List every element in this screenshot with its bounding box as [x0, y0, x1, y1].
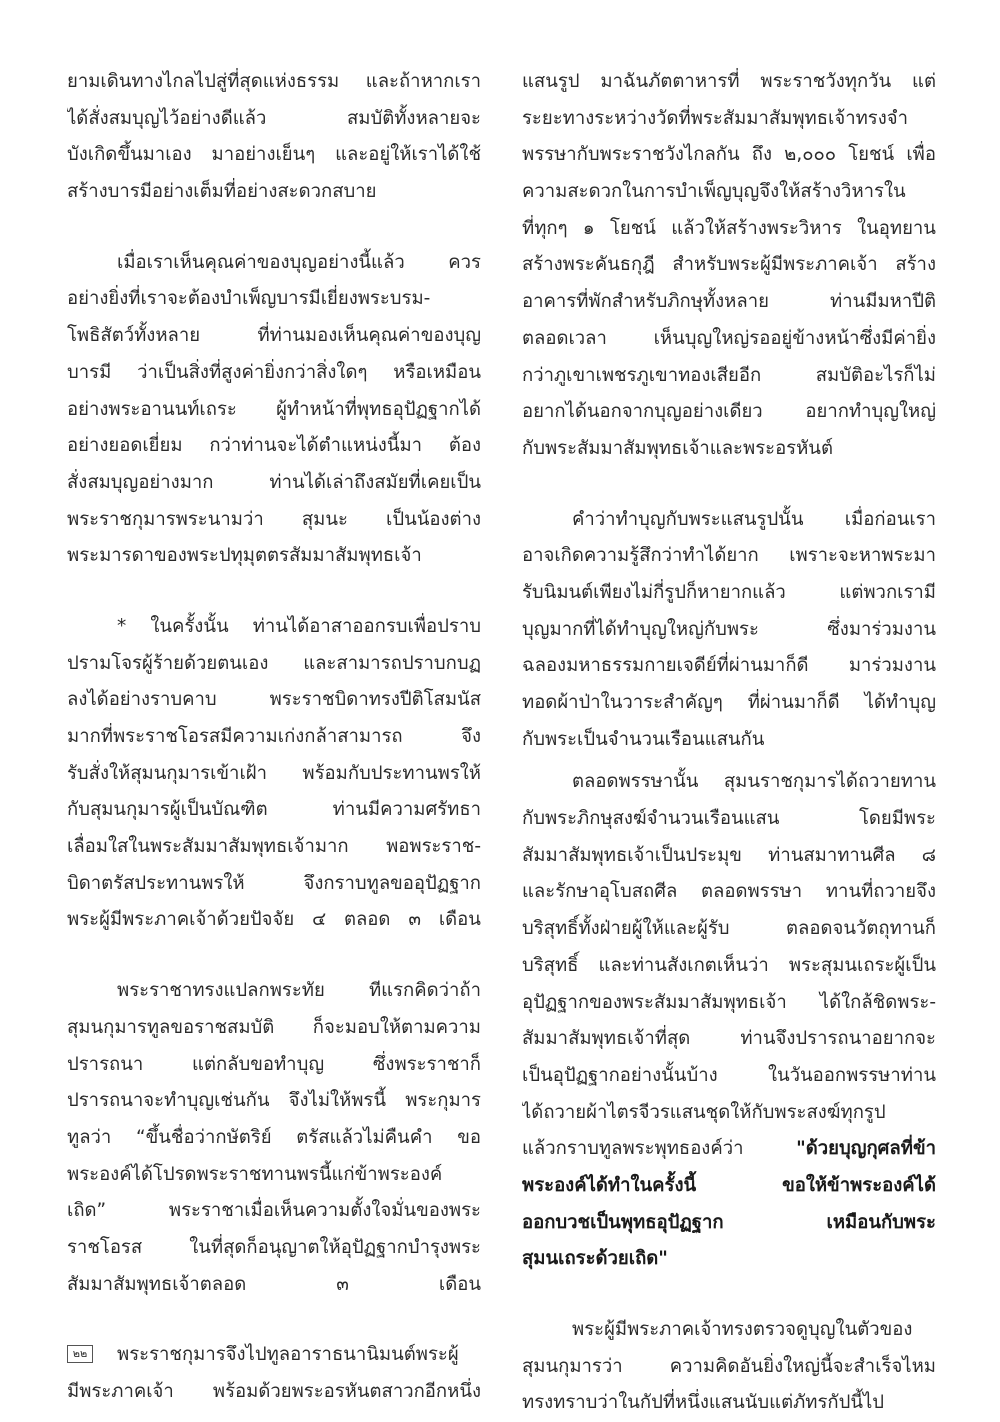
text-line — [67, 137, 481, 174]
text-segment: สมบัติทั้งหลายจะ — [346, 107, 481, 129]
text-segment: ได้ทำบุญ — [864, 692, 936, 713]
text-line — [522, 838, 936, 875]
text-line — [522, 64, 936, 101]
text-segment: เดือน — [438, 1273, 481, 1295]
text-segment: โดยมีพระ — [858, 808, 936, 830]
text-segment: ตลอดจนวัตถุทานก็ — [786, 918, 936, 940]
text-line — [67, 318, 481, 355]
text-segment: อย่างพระอานนท์เถระ — [67, 398, 237, 420]
text-segment: พรรษากับพระราชวังไกลกัน — [522, 144, 740, 166]
text-line — [522, 538, 936, 575]
text-segment: ออกบวชเป็นพุทธอุปัฏฐาก — [522, 1211, 724, 1233]
text-segment: ๓ — [408, 909, 421, 931]
text-segment: ได้สั่งสมบุญไว้อย่างดีแล้ว — [67, 107, 267, 129]
text-segment: ทีแรกคิดว่าถ้า — [368, 980, 481, 1002]
text-segment: แล้วให้สร้างพระวิหาร — [671, 217, 842, 239]
text-segment: ผู้ทำหน้าที่พุทธอุปัฏฐากได้ — [276, 398, 481, 420]
text-line — [67, 973, 481, 1010]
left-paragraph-1 — [67, 64, 481, 211]
text-segment: พระราชบิดาทรงปีติโสมนัส — [269, 689, 481, 711]
text-segment: ปรามโจรผู้ร้ายด้วยตนเอง — [67, 652, 269, 674]
text-segment: ท่านมีความศรัทธา — [332, 799, 481, 821]
text-line — [522, 321, 936, 358]
text-segment: บุญมากที่ได้ทำบุญใหญ่กับพระ — [522, 618, 759, 640]
text-segment: พระผู้มีพระภาคเจ้าด้วยปัจจัย — [67, 909, 295, 931]
text-segment: ควร — [448, 251, 481, 273]
text-segment: สร้างพระคันธกุฎี — [522, 254, 655, 276]
text-line — [522, 137, 936, 174]
page-number: ๒๒ — [67, 1345, 93, 1363]
text-segment: ท่านจึงปรารถนาอยากจะ — [740, 1028, 936, 1050]
text-line — [522, 911, 936, 948]
text-segment: ที่ทุกๆ — [522, 217, 568, 239]
text-line — [67, 1337, 481, 1374]
left-paragraph-2 — [67, 245, 481, 575]
text-segment: มาอย่างเย็นๆ — [211, 144, 316, 166]
right-text-column — [522, 64, 936, 1422]
text-segment: ๓ — [336, 1273, 349, 1295]
text-line — [522, 174, 936, 211]
right-paragraph-3 — [522, 764, 936, 1278]
text-segment: กว่าภูเขาเพชรภูเขาทองเสียอีก — [522, 364, 762, 386]
text-segment: ทูลว่า — [67, 1126, 112, 1148]
text-line — [522, 722, 936, 759]
text-line — [67, 174, 481, 211]
text-line — [522, 1241, 936, 1278]
text-segment: และอยู่ให้เราได้ใช้ — [335, 144, 481, 166]
text-line — [522, 101, 936, 138]
text-line — [67, 1010, 481, 1047]
text-segment: พระผู้มีพระภาคเจ้าทรงตรวจดูบุญในตัวของ — [572, 1319, 913, 1340]
text-segment: เพื่อ — [906, 144, 936, 166]
text-line — [522, 1021, 936, 1058]
text-line — [522, 985, 936, 1022]
text-line — [67, 756, 481, 793]
text-line — [522, 874, 936, 911]
text-segment: ถึง — [751, 144, 773, 166]
text-line — [522, 358, 936, 395]
text-segment: บริสุทธิ์ทั้งฝ่ายผู้ให้และผู้รับ — [522, 918, 730, 940]
text-segment: ขอให้ข้าพระองค์ได้ — [782, 1174, 936, 1196]
text-segment: เมื่อเราเห็นคุณค่าของบุญอย่างนี้แล้ว — [117, 251, 405, 273]
right-paragraph-1 — [522, 64, 936, 468]
text-segment: ๒,๐๐๐ — [784, 144, 837, 166]
text-segment: และท่านสังเกตเห็นว่า — [598, 954, 769, 976]
text-segment: บิดาตรัสประทานพรให้ — [67, 872, 245, 894]
text-segment: ในครั้งนั้น — [150, 615, 229, 637]
text-segment: อย่างยอดเยี่ยม — [67, 435, 183, 457]
text-segment: ว่าเป็นสิ่งที่สูงค่ายิ่งกว่าสิ่งใดๆ — [137, 361, 368, 383]
text-segment: มากที่พระราชโอรสมีความเก่งกล้าสามารถ — [67, 726, 403, 747]
text-segment: “ขึ้นชื่อว่ากษัตริย์ — [136, 1126, 272, 1148]
left-paragraph-5 — [67, 1337, 481, 1410]
text-segment: มีพระภาคเจ้า — [67, 1381, 174, 1402]
right-paragraph-4 — [522, 1312, 936, 1422]
text-line — [67, 1267, 481, 1304]
text-segment: ขอ — [457, 1126, 481, 1148]
text-line — [522, 1205, 936, 1242]
text-segment: เลื่อมใสในพระสัมมาสัมพุทธเจ้ามาก — [67, 836, 349, 858]
text-segment: ตลอดพรรษา — [701, 881, 803, 903]
text-line — [67, 1120, 481, 1157]
text-segment: พระมารดาของพระปทุมุตตรสัมมาสัมพุทธเจ้า — [67, 545, 422, 567]
text-segment: เป็นอุปัฏฐากอย่างนั้นบ้าง — [522, 1064, 718, 1086]
text-line — [67, 719, 481, 756]
left-paragraph-4 — [67, 973, 481, 1303]
text-segment: ตลอด — [343, 909, 391, 931]
text-segment: ปรารถนา — [67, 1053, 144, 1075]
text-line — [67, 428, 481, 465]
text-segment: ๑ — [582, 217, 595, 239]
text-line — [67, 1157, 481, 1194]
text-segment: ทานที่ถวายจึง — [825, 881, 936, 903]
text-segment: และรักษาอุโบสถศีล — [522, 881, 678, 903]
text-segment: จึง — [461, 726, 481, 747]
text-segment: สัมมาสัมพุทธเจ้าเป็นประมุข — [522, 844, 742, 866]
text-segment: ความสะดวกในการบำเพ็ญบุญจึงให้สร้างวิหารใน — [522, 181, 906, 203]
text-line — [522, 284, 936, 321]
text-line — [67, 355, 481, 392]
text-segment: เดือน — [438, 909, 481, 931]
text-segment: โยชน์ — [609, 217, 656, 239]
text-segment: พระราชาเมื่อเห็นความตั้งใจมั่นของพระ — [168, 1200, 481, 1222]
text-line — [67, 1374, 481, 1411]
text-line — [67, 1193, 481, 1230]
text-segment: เพราะจะหาพระมา — [789, 545, 936, 567]
text-segment: พระองค์ได้โปรดพระราชทานพรนี้แก่ข้าพระองค์ — [67, 1163, 443, 1185]
text-segment: สุมนกุมารทูลขอราชสมบัติ — [67, 1016, 275, 1038]
text-segment: สร้าง — [895, 254, 936, 276]
text-segment: อุปัฏฐากของพระสัมมาสัมพุทธเจ้า — [522, 991, 787, 1013]
text-segment: สัมมาสัมพุทธเจ้าตลอด — [67, 1273, 247, 1295]
text-segment: บังเกิดขึ้นมาเอง — [67, 144, 192, 166]
text-line — [67, 245, 481, 282]
text-segment: กับพระเป็นจำนวนเรือนแสนกัน — [522, 728, 765, 750]
text-line — [67, 792, 481, 829]
text-segment: "ด้วยบุญกุศลที่ข้า — [796, 1138, 936, 1160]
text-segment: กับสุมนกุมารผู้เป็นบัณฑิต — [67, 799, 268, 821]
text-segment: ท่านได้อาสาออกรบเพื่อปราบ — [252, 615, 481, 637]
text-segment: แต่พวกเรามี — [839, 581, 936, 603]
text-segment: ฉลองมหาธรรมกายเจดีย์ที่ผ่านมาก็ดี — [522, 655, 809, 677]
text-line — [67, 281, 481, 318]
text-segment: ๔ — [312, 909, 327, 931]
text-segment: ที่ท่านมองเห็นคุณค่าของบุญ — [257, 325, 481, 347]
text-line — [522, 1058, 936, 1095]
text-segment: อยากได้นอกจากบุญอย่างเดียว — [522, 401, 763, 423]
text-segment: ยามเดินทางไกลไปสู่ที่สุดแห่งธรรม — [67, 71, 340, 92]
text-segment: บริสุทธิ์ — [522, 954, 579, 976]
text-segment: รับนิมนต์เพียงไม่กี่รูปก็หายากแล้ว — [522, 581, 786, 603]
text-line — [67, 866, 481, 903]
text-line — [67, 609, 481, 646]
text-line — [522, 1349, 936, 1386]
text-segment: ๘ — [921, 844, 936, 866]
text-line — [522, 1312, 936, 1349]
text-segment: จึงกราบทูลขออุปัฏฐาก — [303, 872, 481, 894]
text-segment: และสามารถปราบกบฏ — [303, 652, 481, 674]
text-line — [67, 646, 481, 683]
text-line — [522, 575, 936, 612]
text-segment: สุมนกุมารว่า — [522, 1355, 623, 1377]
text-line — [67, 64, 481, 101]
text-segment: ท่านได้เล่าถึงสมัยที่เคยเป็น — [269, 471, 481, 493]
text-segment: โยชน์ — [848, 144, 895, 166]
text-segment: ที่ผ่านมาก็ดี — [747, 692, 840, 713]
text-line — [67, 502, 481, 539]
text-segment: ได้ถวายผ้าไตรจีวรแสนชุดให้กับพระสงฆ์ทุกรูป — [522, 1101, 886, 1123]
text-segment: กว่าท่านจะได้ตำแหน่งนี้มา — [209, 435, 423, 457]
text-segment: แล้วกราบทูลพระพุทธองค์ว่า — [522, 1138, 744, 1160]
text-line — [522, 431, 936, 468]
text-segment: ความคิดอันยิ่งใหญ่นี้จะสำเร็จไหม — [669, 1355, 936, 1377]
text-segment: โพธิสัตว์ทั้งหลาย — [67, 325, 201, 347]
text-segment: อย่างยิ่งที่เราจะต้องบำเพ็ญบารมีเยี่ยงพระบรม- — [67, 288, 431, 310]
text-segment: ก็จะมอบให้ตามความ — [312, 1016, 481, 1038]
text-segment: ตลอดพรรษานั้น — [572, 771, 699, 793]
text-line — [67, 392, 481, 429]
text-segment: เป็นน้องต่าง — [386, 508, 481, 530]
text-line — [522, 1131, 936, 1168]
text-segment: แต่กลับขอทำบุญ — [192, 1053, 325, 1075]
text-segment: สุมนะ — [301, 508, 348, 530]
text-segment: กับพระภิกษุสงฆ์จำนวนเรือนแสน — [522, 808, 780, 830]
right-paragraph-2 — [522, 502, 936, 759]
text-segment: ต้อง — [448, 435, 481, 457]
text-line — [67, 682, 481, 719]
text-segment: ทรงทราบว่าในกัปที่หนึ่งแสนนับแต่ภัทรกัปนี้ไป — [522, 1392, 885, 1414]
text-segment: สมบัติอะไรก็ไม่ — [815, 364, 936, 386]
text-segment: ในอุทยาน — [857, 217, 936, 239]
text-line — [67, 829, 481, 866]
text-segment: เห็นบุญใหญ่รออยู่ข้างหน้าซึ่งมีค่ายิ่ง — [653, 327, 936, 349]
text-segment: พระราชวังทุกวัน — [760, 71, 892, 92]
text-line — [67, 1230, 481, 1267]
text-segment: คำว่าทำบุญกับพระแสนรูปนั้น — [572, 508, 804, 530]
text-segment: ตลอดเวลา — [522, 327, 607, 349]
text-segment: ลงได้อย่างราบคาบ — [67, 689, 217, 711]
text-line — [522, 1168, 936, 1205]
text-segment: ท่านสมาทานศีล — [768, 844, 896, 866]
text-segment: แสนรูป — [522, 71, 580, 92]
text-segment: เหมือนกับพระ — [826, 1211, 936, 1233]
text-segment: รับสั่งให้สุมนกุมารเข้าเฝ้า — [67, 762, 267, 784]
text-segment: เมื่อก่อนเรา — [844, 508, 936, 530]
text-segment: ปรารถนาจะทำบุญเช่นกัน — [67, 1090, 270, 1112]
text-line — [522, 1385, 936, 1422]
text-segment: อาคารที่พักสำหรับภิกษุทั้งหลาย — [522, 291, 769, 313]
left-paragraph-3 — [67, 609, 481, 939]
text-line — [522, 247, 936, 284]
text-line — [522, 685, 936, 722]
text-segment: พร้อมกับประทานพรให้ — [302, 762, 481, 784]
text-segment: สร้างบารมีอย่างเต็มที่อย่างสะดวกสบาย — [67, 181, 377, 203]
text-segment: และถ้าหากเรา — [365, 71, 481, 92]
text-segment: พระราชาทรงแปลกพระทัย — [117, 980, 325, 1002]
text-line — [522, 502, 936, 539]
text-segment: จึงไม่ให้พรนี้ — [288, 1090, 387, 1112]
text-line — [522, 948, 936, 985]
text-segment: พระสุมนเถระผู้เป็น — [788, 954, 936, 976]
text-segment: พระองค์ได้ทำในครั้งนี้ — [522, 1174, 697, 1196]
text-segment: สุมนราชกุมารได้ถวายทาน — [723, 771, 936, 793]
text-line — [67, 538, 481, 575]
text-segment: อาจเกิดความรู้สึกว่าทำได้ยาก — [522, 545, 759, 567]
text-segment: ได้ใกล้ชิดพระ- — [819, 991, 936, 1013]
text-line — [522, 764, 936, 801]
text-segment: พระกุมาร — [405, 1090, 481, 1112]
text-segment: ท่านมีมหาปีติ — [830, 291, 936, 313]
text-segment: มาร่วมงาน — [848, 655, 936, 677]
text-segment: พร้อมด้วยพระอรหันตสาวกอีกหนึ่ง — [212, 1381, 481, 1402]
text-line — [522, 612, 936, 649]
text-segment: * — [117, 615, 127, 637]
text-line — [522, 394, 936, 431]
text-line — [522, 801, 936, 838]
text-line — [67, 465, 481, 502]
text-segment: ตรัสแล้วไม่คืนคำ — [296, 1126, 433, 1148]
text-segment: ในวันออกพรรษาท่าน — [767, 1064, 936, 1086]
text-segment: แต่ — [912, 71, 936, 92]
text-segment: กับพระสัมมาสัมพุทธเจ้าและพระอรหันต์ — [522, 437, 833, 459]
text-line — [67, 101, 481, 138]
text-line — [522, 648, 936, 685]
text-segment: สำหรับพระผู้มีพระภาคเจ้า — [672, 254, 878, 276]
text-segment: สุมนเถระด้วยเถิด" — [522, 1248, 668, 1270]
text-segment: ราชโอรส — [67, 1236, 143, 1258]
text-line — [67, 1047, 481, 1084]
text-segment: หรือเหมือน — [393, 361, 481, 383]
text-segment: บารมี — [67, 361, 112, 383]
text-line — [522, 1095, 936, 1132]
text-line — [67, 1083, 481, 1120]
text-segment: มาฉันภัตตาหารที่ — [600, 71, 740, 92]
left-text-column — [67, 64, 481, 1411]
text-segment: พอพระราช- — [386, 836, 481, 858]
text-segment: ในที่สุดก็อนุญาตให้อุปัฏฐากบำรุงพระ — [189, 1236, 481, 1258]
text-segment: ซึ่งพระราชาก็ — [372, 1053, 481, 1075]
text-line — [522, 211, 936, 248]
text-segment: เถิด” — [67, 1200, 107, 1222]
text-segment: สัมมาสัมพุทธเจ้าที่สุด — [522, 1028, 691, 1050]
text-segment: พระราชกุมารพระนามว่า — [67, 508, 264, 530]
text-segment: ทอดผ้าป่าในวาระสำคัญๆ — [522, 692, 723, 713]
text-segment: สั่งสมบุญอย่างมาก — [67, 471, 214, 493]
text-segment: ซึ่งมาร่วมงาน — [827, 618, 936, 640]
text-segment: อยากทำบุญใหญ่ — [805, 401, 936, 423]
text-segment: พระราชกุมารจึงไปทูลอาราธนานิมนต์พระผู้ — [117, 1344, 459, 1366]
text-line — [67, 902, 481, 939]
text-segment: ระยะทางระหว่างวัดที่พระสัมมาสัมพุทธเจ้าทรงจำ — [522, 107, 908, 129]
